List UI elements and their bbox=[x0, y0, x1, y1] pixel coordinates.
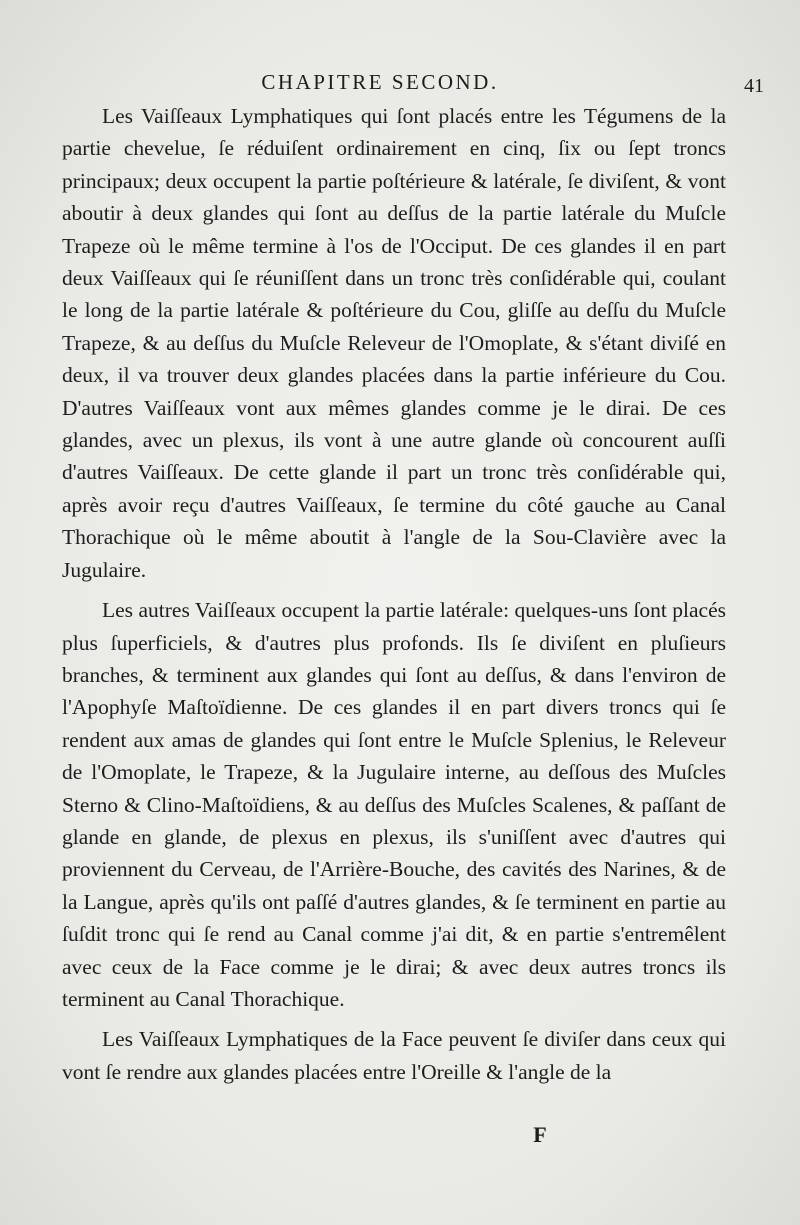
signature-mark: F bbox=[533, 1122, 547, 1147]
paragraph-1: Les Vaiſſeaux Lymphatiques qui ſont placés entre les Tégumens de la partie chevelue, ſe réduiſent ordinairement en cinq, ſix ou ſept troncs principaux; deux occupent la partie poſtérieure & latérale, ſe diviſent, & vont aboutir à deux glandes qui ſont au deſſus de la partie latérale du Muſcle Trapeze où le même termine à l'os de l'Occiput. De ces glandes il en part deux Vaiſſeaux qui ſe réuniſſent dans un tronc très conſidérable qui, coulant le long de la partie latérale & poſtérieure du Cou, gliſſe au deſſu du Muſcle Trapeze, & au deſſus du Muſcle Releveur de l'Omoplate, & s'étant diviſé en deux, il va trouver deux glandes placées dans la partie inférieure du Cou. D'autres Vaiſſeaux vont aux mêmes glandes comme je le dirai. De ces glandes, avec un plexus, ils vont à une autre glande où concourent auſſi d'autres Vaiſſeaux. De cette glande il part un tronc très conſidérable qui, après avoir reçu d'autres Vaiſſeaux, ſe termine du côté gauche au Canal Thorachique où le même aboutit à l'angle de la Sou-Clavière avec la Jugulaire. bbox=[62, 104, 726, 582]
running-head: CHAPITRE SECOND. bbox=[261, 70, 499, 94]
paragraph-2: Les autres Vaiſſeaux occupent la partie latérale: quelques-uns ſont placés plus ſuperficiels, & d'autres plus profonds. Ils ſe diviſent en pluſieurs branches, & terminent aux glandes qui ſont au deſſus, & dans l'environ de l'Apophyſe Maſtoïdienne. De ces glandes il en part divers troncs qui ſe rendent aux amas de glandes qui ſont entre le Muſcle Splenius, le Releveur de l'Omoplate, le Trapeze, & la Jugulaire interne, au deſſous des Muſcles Sterno & Clino-Maſtoïdiens, & au deſſus des Muſcles Scalenes, & paſſant de glande en glande, de plexus en plexus, ils s'uniſſent avec d'autres qui proviennent du Cerveau, de l'Arrière-Bouche, des cavités des Narines, & de la Langue, après qu'ils ont paſſé d'autres glandes, & ſe terminent en partie au ſuſdit tronc qui ſe rend au Canal comme j'ai dit, & en partie s'entremêlent avec ceux de la Face comme je le dirai; & avec deux autres troncs ils terminent au Canal Thorachique. bbox=[62, 598, 726, 1011]
page-header bbox=[0, 70, 800, 104]
body-text bbox=[62, 100, 726, 1088]
paragraph-3: Les Vaiſſeaux Lymphatiques de la Face peuvent ſe diviſer dans ceux qui vont ſe rendre aux glandes placées entre l'Oreille & l'angle de la bbox=[62, 1027, 726, 1084]
page-number: 41 bbox=[744, 75, 764, 97]
